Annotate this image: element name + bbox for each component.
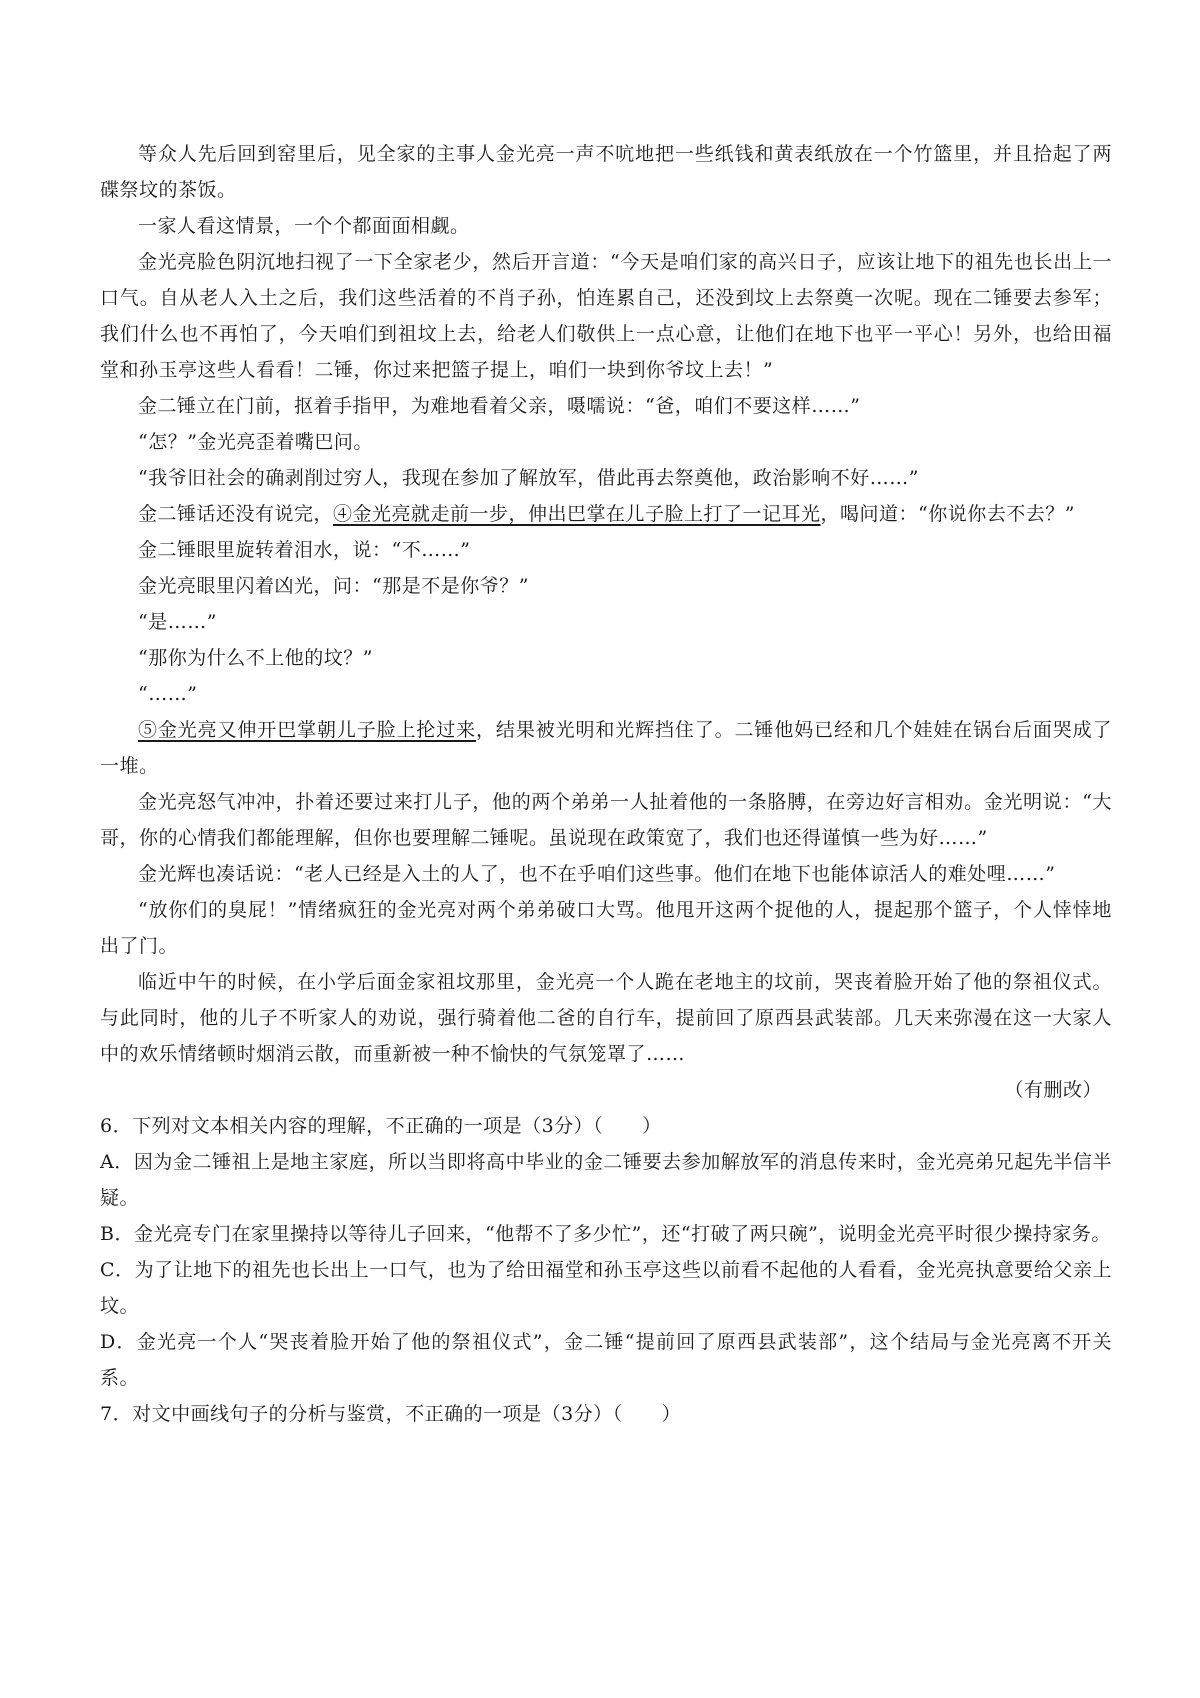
passage-paragraph-13: [100, 712, 1112, 784]
passage-paragraph-7: [100, 496, 1112, 532]
question-6-option-a: A．因为金二锤祖上是地主家庭，所以当即将高中毕业的金二锤要去参加解放军的消息传来时，金光亮弟兄起先半信半疑。: [100, 1151, 1112, 1209]
source-note: （有删改）: [1004, 1079, 1102, 1101]
passage-paragraph-11: “那你为什么不上他的坟？”: [138, 647, 373, 669]
passage-paragraph-14: 金光亮怒气冲冲，扑着还要过来打儿子，他的两个弟弟一人扯着他的一条胳膊，在旁边好言相劝。金光明说：“大哥，你的心情我们都能理解，但你也要理解二锤呢。虽说现在政策宽了，我们也还得谨慎一些为好……”: [100, 791, 1112, 849]
p7-lead-text: 金二锤话还没有说完，: [138, 503, 334, 525]
passage-paragraph-10: “是……”: [138, 611, 217, 633]
p7-tail-text: ，喝问道：“你说你去不去？”: [820, 503, 1075, 525]
document-content: [100, 136, 1112, 1432]
question-6-option-c: C．为了让地下的祖先也长出上一口气，也为了给田福堂和孙玉亭这些以前看不起他的人看看，金光亮执意要给父亲上坟。: [100, 1259, 1112, 1317]
p13-tail-text: ，结果被光明和光辉挡住了。二锤他妈已经和几个娃娃在锅台后面哭成了一堆。: [100, 719, 1112, 777]
passage-paragraph-3: 金光亮脸色阴沉地扫视了一下全家老少，然后开言道：“今天是咱们家的高兴日子，应该让地下的祖先也长出上一口气。自从老人入土之后，我们这些活着的不肖子孙，怕连累自己，还没到坟上去祭奠一次呢。现在二锤要去参军；我们什么也不再怕了，今天咱们到祖坟上去，给老人们敬供上一点心意，让他们在地下也平一平心！另外，也给田福堂和孙玉亭这些人看看！二锤，你过来把篮子提上，咱们一块到你爷坟上去！”: [100, 251, 1112, 381]
question-6-option-b: B．金光亮专门在家里操持以等待儿子回来，“他帮不了多少忙”，还“打破了两只碗”，说明金光亮平时很少操持家务。: [100, 1223, 1111, 1245]
passage-paragraph-2: 一家人看这情景，一个个都面面相觑。: [138, 215, 470, 237]
passage-paragraph-9: 金光亮眼里闪着凶光，问：“那是不是你爷？”: [138, 575, 529, 597]
underlined-sentence-4: ④金光亮就走前一步，伸出巴掌在儿子脸上打了一记耳光: [333, 503, 821, 525]
passage-paragraph-17: 临近中午的时候，在小学后面金家祖坟那里，金光亮一个人跪在老地主的坟前，哭丧着脸开始了他的祭祖仪式。与此同时，他的儿子不听家人的劝说，强行骑着他二爸的自行车，提前回了原西县武装部。几天来弥漫在这一大家人中的欢乐情绪顿时烟消云散，而重新被一种不愉快的气氛笼罩了……: [100, 971, 1112, 1065]
question-6-stem: 6．下列对文本相关内容的理解，不正确的一项是（3分）（ ）: [100, 1115, 662, 1137]
passage-paragraph-12: “……”: [138, 683, 198, 705]
passage-paragraph-5: “怎？”金光亮歪着嘴巴问。: [138, 431, 373, 453]
passage-paragraph-8: 金二锤眼里旋转着泪水，说：“不……”: [138, 539, 471, 561]
passage-paragraph-6: “我爷旧社会的确剥削过穷人，我现在参加了解放军，借此再去祭奠他，政治影响不好……”: [138, 467, 919, 489]
passage-paragraph-15: 金光辉也凑话说：“老人已经是入土的人了，也不在乎咱们这些事。他们在地下也能体谅活人的难处哩……”: [138, 863, 1056, 885]
passage-paragraph-1: 等众人先后回到窑里后，见全家的主事人金光亮一声不吭地把一些纸钱和黄表纸放在一个竹篮里，并且拾起了两碟祭坟的茶饭。: [100, 143, 1112, 201]
passage-paragraph-16: “放你们的臭屁！”情绪疯狂的金光亮对两个弟弟破口大骂。他甩开这两个捉他的人，提起那个篮子，个人悻悻地出了门。: [100, 899, 1112, 957]
question-6-option-d: D．金光亮一个人“哭丧着脸开始了他的祭祖仪式”，金二锤“提前回了原西县武装部”，这个结局与金光亮离不开关系。: [100, 1331, 1112, 1389]
question-7-stem: 7．对文中画线句子的分析与鉴赏，不正确的一项是（3分）（ ）: [100, 1403, 682, 1425]
underlined-sentence-5: ⑤金光亮又伸开巴掌朝儿子脸上抡过来: [138, 719, 477, 741]
passage-paragraph-4: 金二锤立在门前，抠着手指甲，为难地看着父亲，嗫嚅说：“爸，咱们不要这样……”: [138, 395, 861, 417]
